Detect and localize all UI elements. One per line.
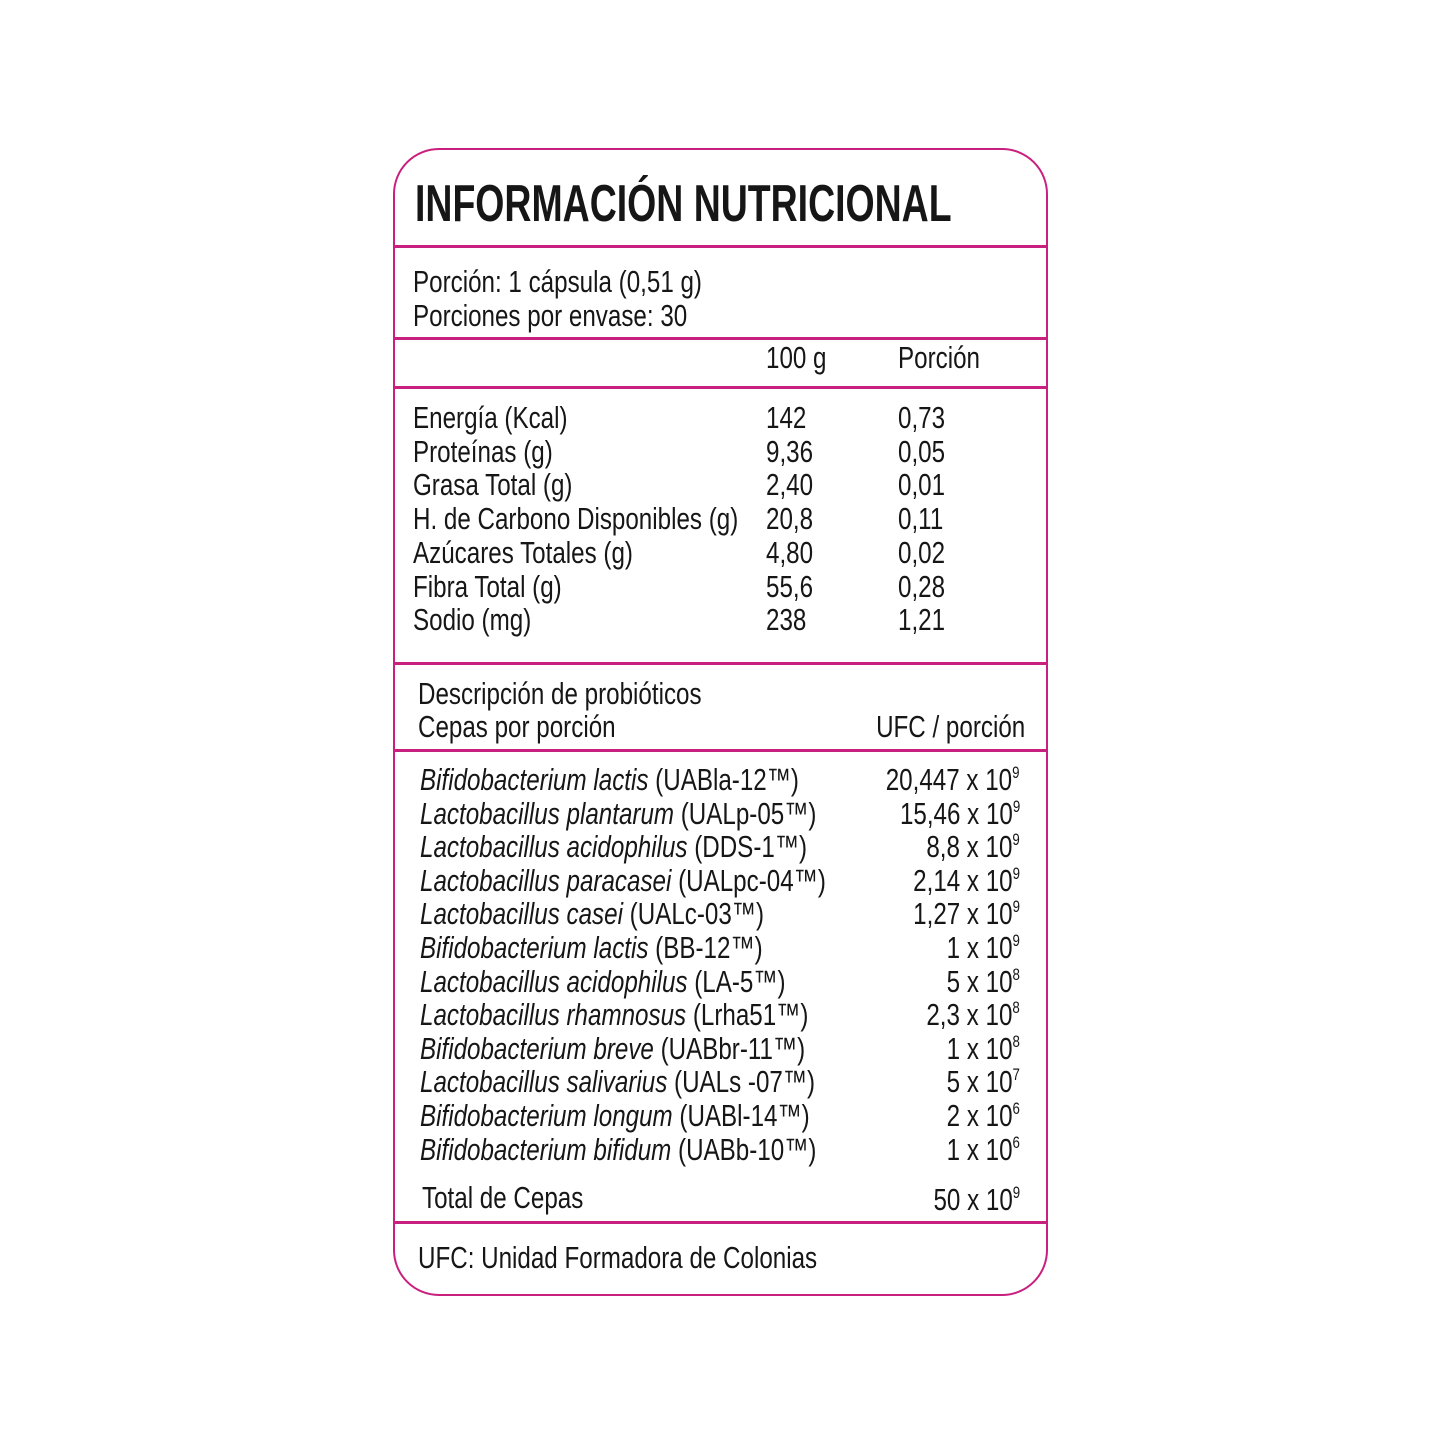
nutrient-value-portion: 0,05	[898, 433, 946, 469]
divider	[395, 386, 1048, 389]
strain-code: (UALp-05™)	[674, 795, 817, 831]
strain-name	[420, 997, 809, 1033]
nutrient-value-100g: 142	[766, 400, 807, 435]
nutrient-value-portion: 0,11	[898, 501, 944, 537]
strain-code: (UABla-12™)	[648, 762, 799, 797]
nutrient-value-portion: 1,21	[898, 602, 946, 638]
strain-species: Bifidobacterium breve	[420, 1030, 654, 1066]
strain-name	[420, 764, 799, 795]
servings-per-container: Porciones por envase: 30	[413, 298, 688, 333]
strain-cfu: 5 x $10^8$	[946, 963, 1020, 999]
probiotics-heading: Descripción de probióticos	[418, 676, 702, 711]
strain-species: Bifidobacterium lactis	[420, 762, 649, 797]
strain-cfu: 8,8 x $10^9$	[926, 829, 1020, 865]
strain-code: (UALc-03™)	[622, 896, 765, 932]
strain-name	[420, 862, 826, 898]
strain-cfu: 2,14 x $10^9$	[913, 862, 1020, 898]
strain-name	[420, 1131, 817, 1167]
nutrient-name: Proteínas (g)	[413, 433, 553, 469]
strain-name	[420, 896, 765, 932]
nutrient-value-100g: 4,80	[766, 534, 814, 570]
strain-species: Bifidobacterium lactis	[420, 930, 649, 965]
column-header-100g: 100 g	[766, 340, 827, 375]
strain-species: Lactobacillus salivarius	[420, 1064, 668, 1100]
strain-name	[420, 1100, 810, 1131]
strain-species: Lactobacillus acidophilus	[420, 829, 688, 865]
strain-code: (UABl-14™)	[672, 1098, 810, 1133]
nutrient-value-100g: 55,6	[766, 568, 814, 604]
nutrient-value-100g: 238	[766, 602, 807, 638]
nutrient-value-100g: 9,36	[766, 433, 814, 469]
nutrient-name: H. de Carbono Disponibles (g)	[413, 501, 739, 537]
strain-cfu: 20,447 x $10^9$	[886, 762, 1020, 797]
strain-cfu: 2 x $10^6$	[946, 1098, 1020, 1133]
strain-name	[420, 963, 786, 999]
nutrient-value-100g: 20,8	[766, 501, 814, 537]
nutrient-name: Grasa Total (g)	[413, 467, 573, 503]
strain-species: Lactobacillus rhamnosus	[420, 997, 687, 1033]
serving-size: Porción: 1 cápsula (0,51 g)	[413, 264, 702, 299]
column-header-portion: Porción	[898, 340, 980, 375]
nutrient-value-portion: 0,28	[898, 568, 946, 604]
strain-species: Bifidobacterium longum	[420, 1098, 673, 1133]
footnote: UFC: Unidad Formadora de Colonias	[418, 1240, 818, 1275]
strain-name	[420, 829, 808, 865]
nutrient-name: Sodio (mg)	[413, 602, 532, 638]
strain-code: (UABbr-11™)	[653, 1030, 806, 1066]
strain-cfu: 1 x $10^6$	[946, 1131, 1020, 1167]
strains-column-header: Cepas por porción	[418, 709, 616, 744]
nutrient-value-portion: 0,02	[898, 534, 946, 570]
strain-name	[420, 1064, 816, 1100]
total-strains-value: 50 x $10^9$	[933, 1182, 1020, 1217]
strain-cfu: 1 x $10^9$	[946, 930, 1020, 965]
strain-name	[420, 1030, 806, 1066]
strain-cfu: 15,46 x $10^9$	[899, 795, 1020, 831]
strain-cfu: 5 x $10^7$	[946, 1064, 1020, 1100]
strain-code: (DDS-1™)	[687, 829, 808, 865]
strain-species: Bifidobacterium bifidum	[420, 1131, 672, 1167]
nutrient-name: Fibra Total (g)	[413, 568, 562, 604]
strain-code: (UABb-10™)	[671, 1131, 817, 1167]
divider	[395, 662, 1048, 665]
strain-cfu: 1 x $10^8$	[946, 1030, 1020, 1066]
label-title: INFORMACIÓN NUTRICIONAL	[415, 175, 952, 233]
strain-name	[420, 932, 763, 963]
strain-name	[420, 795, 817, 831]
strain-species: Lactobacillus casei	[420, 896, 623, 932]
strain-species: Lactobacillus acidophilus	[420, 963, 688, 999]
strain-cfu: 1,27 x $10^9$	[913, 896, 1020, 932]
nutrient-name: Azúcares Totales (g)	[413, 534, 633, 570]
divider	[395, 749, 1048, 752]
strain-code: (Lrha51™)	[686, 997, 809, 1033]
divider	[395, 245, 1048, 248]
nutrient-value-100g: 2,40	[766, 467, 814, 503]
strain-species: Lactobacillus plantarum	[420, 795, 675, 831]
strain-code: (UALpc-04™)	[671, 862, 826, 898]
strain-code: (UALs -07™)	[667, 1064, 816, 1100]
nutrient-value-portion: 0,73	[898, 400, 946, 435]
total-strains-label: Total de Cepas	[422, 1180, 584, 1215]
nutrient-name: Energía (Kcal)	[413, 400, 568, 435]
nutrient-value-portion: 0,01	[898, 467, 946, 503]
strain-species: Lactobacillus paracasei	[420, 862, 672, 898]
strain-code: (BB-12™)	[648, 930, 763, 965]
divider	[395, 1221, 1048, 1224]
strain-cfu: 2,3 x $10^8$	[926, 997, 1020, 1033]
cfu-column-header: UFC / porción	[875, 709, 1025, 744]
strain-code: (LA-5™)	[687, 963, 786, 999]
